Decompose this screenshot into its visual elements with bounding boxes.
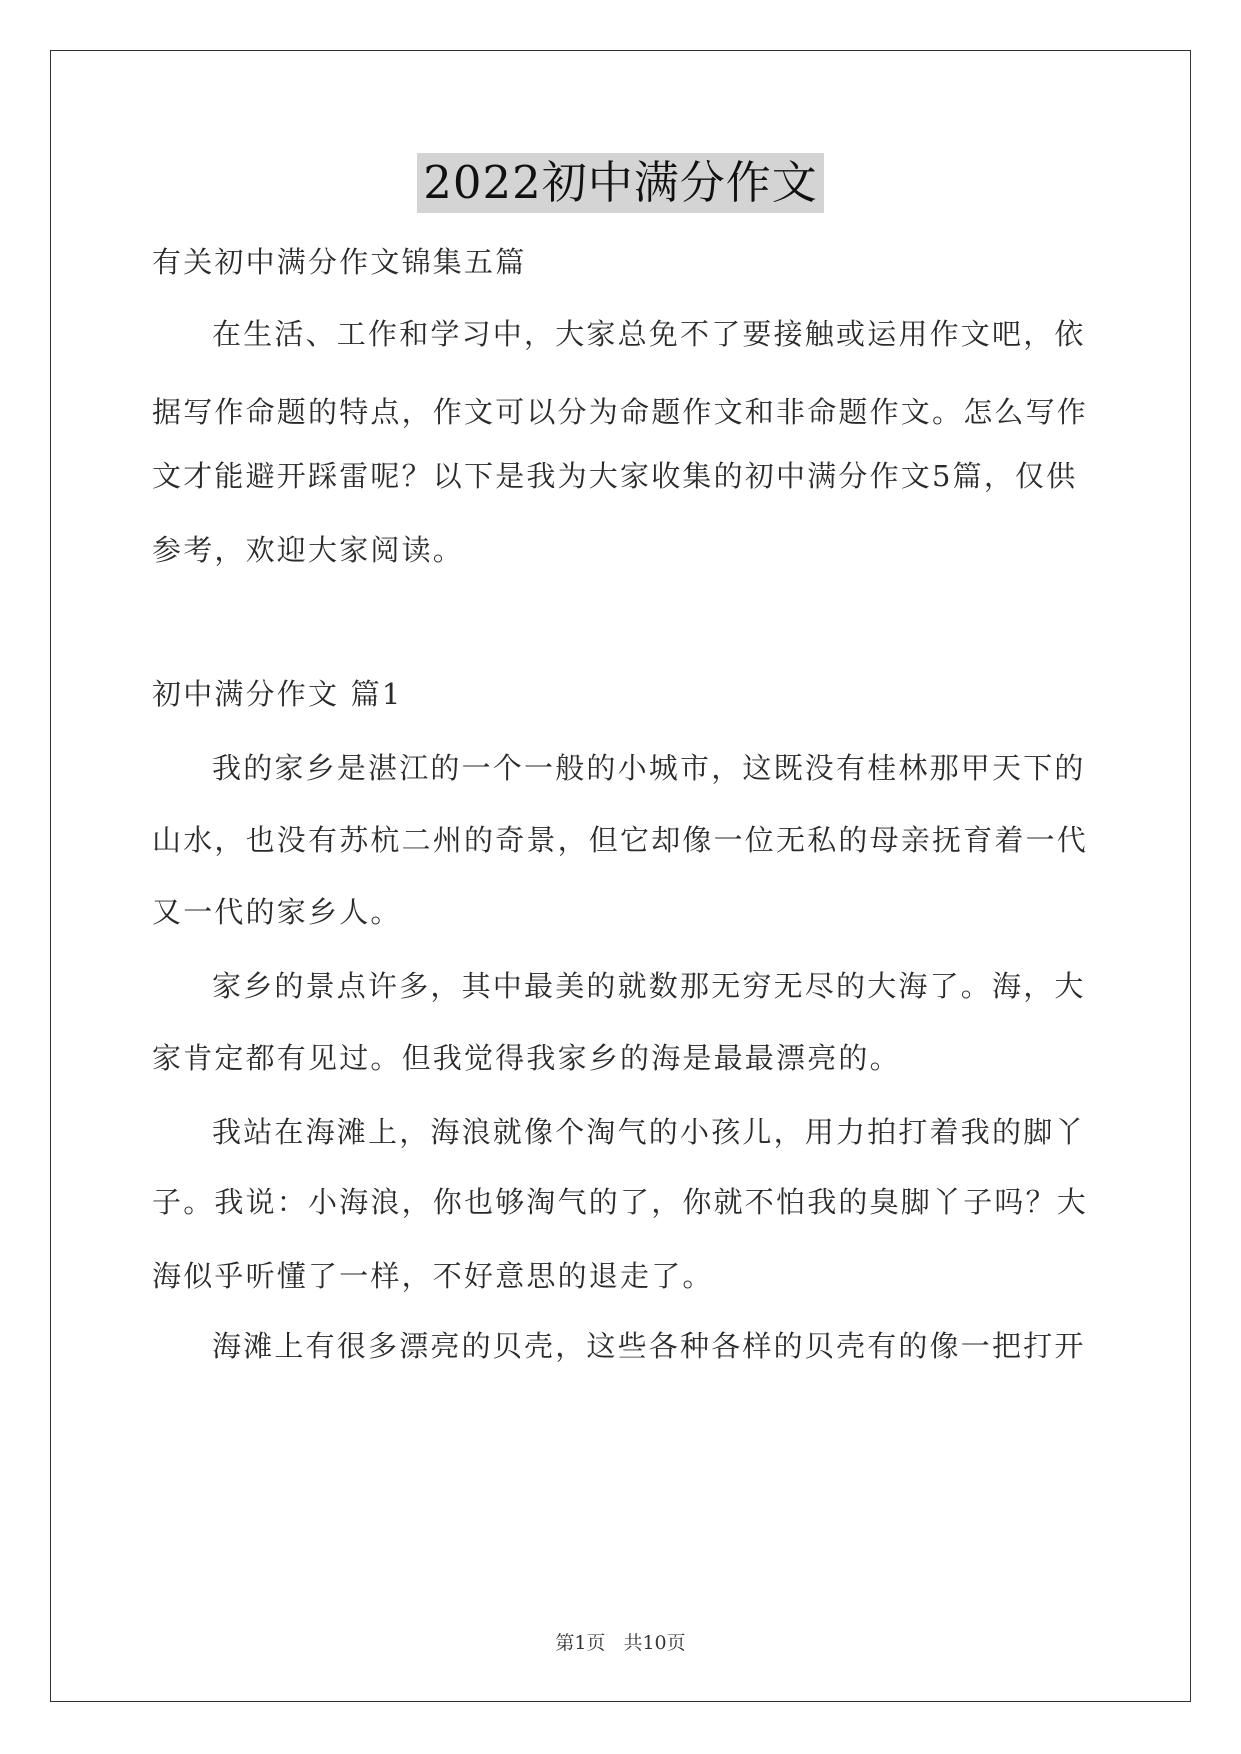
paragraph-line: 家乡的景点许多，其中最美的就数那无穷无尽的大海了。海，大: [212, 969, 1086, 1003]
page-footer: [0, 1628, 1241, 1655]
paragraph-line: 子。我说：小海浪，你也够淘气的了，你就不怕我的臭脚丫子吗？大: [152, 1185, 1089, 1219]
intro-line: 在生活、工作和学习中，大家总免不了要接触或运用作文吧，依: [212, 317, 1086, 351]
intro-line: 文才能避开踩雷呢？以下是我为大家收集的初中满分作文5篇，仅供: [152, 459, 1078, 493]
paragraph-line: 海滩上有很多漂亮的贝壳，这些各种各样的贝壳有的像一把打开: [212, 1329, 1086, 1363]
page-number-total: 共10页: [623, 1632, 686, 1654]
page-border: [50, 50, 1191, 1702]
paragraph-line: 家肯定都有见过。但我觉得我家乡的海是最最漂亮的。: [152, 1041, 901, 1075]
intro-line: 参考，欢迎大家阅读。: [152, 533, 465, 567]
paragraph-line: 海似乎听懂了一样，不好意思的退走了。: [152, 1259, 714, 1293]
paragraph-line: 我的家乡是湛江的一个一般的小城市，这既没有桂林那甲天下的: [212, 751, 1086, 785]
page-number-current: 第1页: [555, 1632, 606, 1654]
paragraph-line: 我站在海滩上，海浪就像个淘气的小孩儿，用力拍打着我的脚丫: [212, 1115, 1086, 1149]
section-heading: 初中满分作文 篇1: [152, 677, 403, 711]
intro-line: 据写作命题的特点，作文可以分为命题作文和非命题作文。怎么写作: [152, 395, 1089, 429]
document-title: 2022初中满分作文: [417, 153, 824, 213]
paragraph-line: 山水，也没有苏杭二州的奇景，但它却像一位无私的母亲抚育着一代: [152, 823, 1089, 857]
paragraph-line: 又一代的家乡人。: [152, 895, 402, 929]
title-container: [0, 153, 1241, 213]
document-subtitle: 有关初中满分作文锦集五篇: [152, 245, 527, 279]
